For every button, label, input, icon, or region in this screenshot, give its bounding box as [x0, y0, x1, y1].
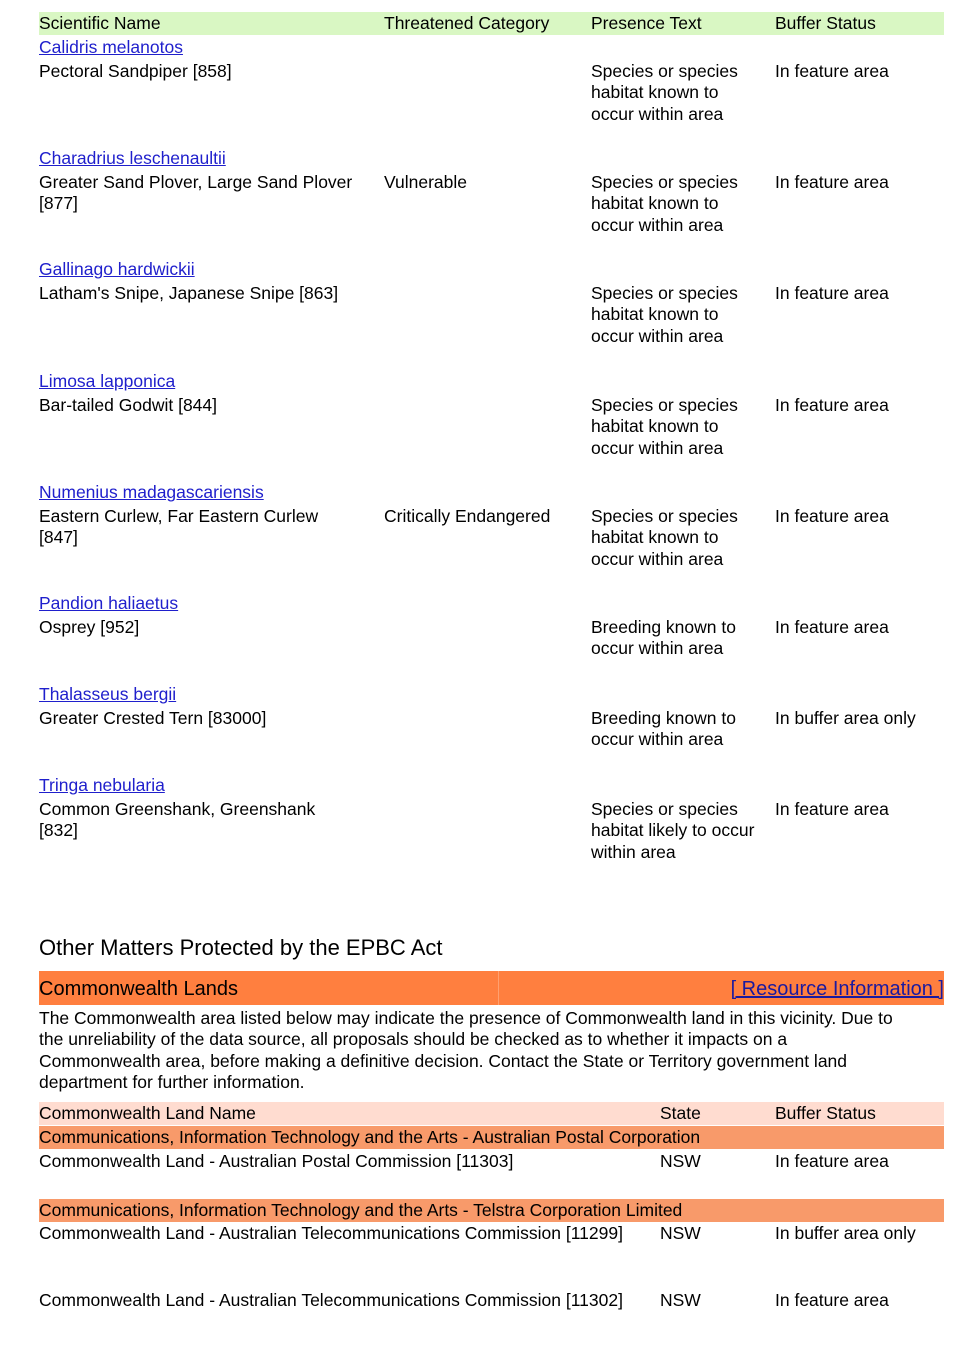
species-buffer-status: In feature area: [775, 506, 889, 526]
presence-line: occur within area: [591, 437, 724, 458]
presence-line: Species or species: [591, 799, 738, 819]
category-label: Communications, Information Technology and the Arts - Australian Postal Corporation: [39, 1127, 701, 1147]
presence-line: habitat known to: [591, 82, 719, 103]
common-name-line: Pectoral Sandpiper [858]: [39, 61, 232, 81]
species-common-name: [39, 283, 338, 304]
land-name: Commonwealth Land - Australian Telecommunications Commission [11302]: [39, 1290, 623, 1310]
land-state: NSW: [660, 1151, 701, 1171]
species-scientific-name-link[interactable]: Charadrius leschenaultii: [39, 148, 226, 168]
species-scientific-name-link[interactable]: Pandion haliaetus: [39, 593, 179, 613]
species-buffer-status: In feature area: [775, 799, 889, 819]
land-buffer-status: In feature area: [775, 1151, 889, 1171]
species-presence-text: [591, 617, 736, 660]
presence-line: occur within area: [591, 729, 724, 750]
presence-line: Breeding known to: [591, 617, 736, 637]
presence-line: Species or species: [591, 61, 738, 81]
common-name-line: Osprey [952]: [39, 617, 140, 637]
header-land-name: Commonwealth Land Name: [39, 1103, 256, 1123]
resource-information-link[interactable]: [ Resource Information ]: [730, 978, 944, 1000]
presence-line: occur within area: [591, 548, 724, 569]
presence-line: habitat known to: [591, 527, 719, 548]
presence-line: habitat likely to occur: [591, 820, 755, 841]
header-buffer-status: Buffer Status: [775, 13, 876, 33]
presence-line: occur within area: [591, 638, 724, 659]
species-common-name: [39, 617, 139, 638]
header-scientific-name: Scientific Name: [39, 13, 161, 33]
species-presence-text: [591, 506, 738, 570]
species-presence-text: [591, 283, 738, 347]
common-name-line: Eastern Curlew, Far Eastern Curlew: [39, 506, 319, 526]
land-state: NSW: [660, 1223, 701, 1243]
description-line: department for further information.: [39, 1071, 305, 1092]
species-presence-text: [591, 708, 736, 751]
common-name-line: Greater Crested Tern [83000]: [39, 708, 267, 728]
species-scientific-name-link[interactable]: Tringa nebularia: [39, 775, 165, 795]
description-line: The Commonwealth area listed below may indicate the presence of Commonwealth land in this vicinity. Due to: [39, 1008, 893, 1028]
common-name-line: [877]: [39, 193, 78, 214]
species-buffer-status: In feature area: [775, 395, 889, 415]
species-common-name: [39, 799, 315, 842]
species-threatened-category: Vulnerable: [384, 172, 468, 192]
commonwealth-description: [39, 1008, 944, 1093]
section-title: Other Matters Protected by the EPBC Act: [39, 935, 443, 960]
header-state: State: [660, 1103, 701, 1123]
land-buffer-status: In buffer area only: [775, 1223, 916, 1243]
species-presence-text: [591, 61, 738, 125]
species-scientific-name-link[interactable]: Calidris melanotos: [39, 37, 183, 57]
species-common-name: [39, 61, 232, 82]
species-common-name: [39, 172, 352, 215]
presence-line: Species or species: [591, 172, 738, 192]
presence-line: Breeding known to: [591, 708, 736, 728]
presence-line: Species or species: [591, 283, 738, 303]
header-land-buffer-status: Buffer Status: [775, 1103, 876, 1123]
species-buffer-status: In feature area: [775, 283, 889, 303]
species-scientific-name-link[interactable]: Gallinago hardwickii: [39, 259, 195, 279]
species-buffer-status: In feature area: [775, 617, 889, 637]
species-presence-text: [591, 799, 754, 863]
common-name-line: [832]: [39, 820, 78, 841]
common-name-line: Bar-tailed Godwit [844]: [39, 395, 218, 415]
species-common-name: [39, 395, 217, 416]
species-scientific-name-link[interactable]: Thalasseus bergii: [39, 684, 177, 704]
species-buffer-status: In buffer area only: [775, 708, 916, 728]
presence-line: within area: [591, 841, 676, 862]
common-name-line: Latham's Snipe, Japanese Snipe [863]: [39, 283, 339, 303]
presence-line: occur within area: [591, 103, 724, 124]
species-scientific-name-link[interactable]: Limosa lapponica: [39, 371, 176, 391]
presence-line: habitat known to: [591, 304, 719, 325]
common-name-line: Common Greenshank, Greenshank: [39, 799, 316, 819]
species-buffer-status: In feature area: [775, 61, 889, 81]
presence-line: habitat known to: [591, 416, 719, 437]
header-threatened-category: Threatened Category: [384, 13, 550, 33]
land-name: Commonwealth Land - Australian Postal Commission [11303]: [39, 1151, 514, 1171]
common-name-line: Greater Sand Plover, Large Sand Plover: [39, 172, 353, 192]
species-common-name: [39, 506, 318, 549]
species-common-name: [39, 708, 266, 729]
presence-line: habitat known to: [591, 193, 719, 214]
species-threatened-category: Critically Endangered: [384, 506, 551, 526]
species-buffer-status: In feature area: [775, 172, 889, 192]
species-presence-text: [591, 172, 738, 236]
category-label: Communications, Information Technology and the Arts - Telstra Corporation Limited: [39, 1200, 683, 1220]
presence-line: occur within area: [591, 325, 724, 346]
land-state: NSW: [660, 1290, 701, 1310]
description-line: the unreliability of the data source, all proposals should be checked as to whether it impacts on a: [39, 1029, 788, 1050]
header-presence-text: Presence Text: [591, 13, 702, 33]
description-line: Commonwealth area, before making a definitive decision. Contact the State or Territory government land: [39, 1050, 848, 1071]
land-name: Commonwealth Land - Australian Telecommunications Commission [11299]: [39, 1223, 623, 1243]
land-buffer-status: In feature area: [775, 1290, 889, 1310]
species-presence-text: [591, 395, 738, 459]
presence-line: occur within area: [591, 214, 724, 235]
presence-line: Species or species: [591, 506, 738, 526]
species-scientific-name-link[interactable]: Numenius madagascariensis: [39, 482, 264, 502]
common-name-line: [847]: [39, 527, 78, 548]
commonwealth-lands-title: Commonwealth Lands: [39, 978, 238, 1000]
presence-line: Species or species: [591, 395, 738, 415]
